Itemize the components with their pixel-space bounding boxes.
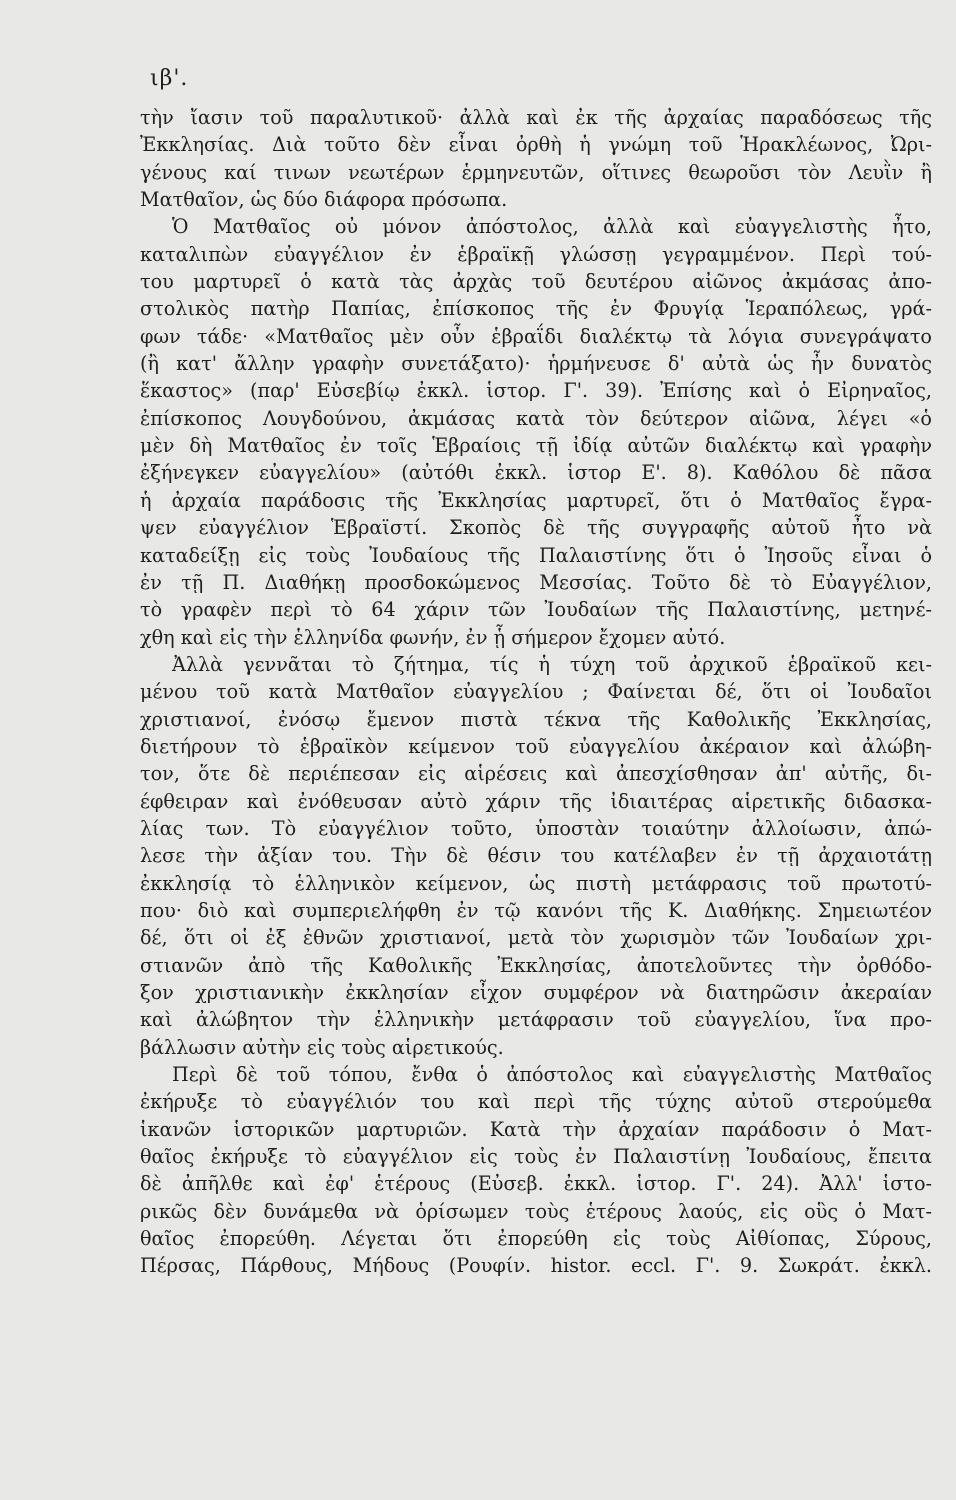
text-line: ξον χριστιανικὴν ἐκκλησίαν εἶχον συμφέρον νὰ διατηρῶσιν ἀκεραίαν xyxy=(140,981,932,1004)
text-line: Ὁ Ματθαῖος οὐ μόνον ἀπόστολος, ἀλλὰ καὶ εὐαγγελιστὴς ἦτο, xyxy=(172,215,932,239)
text-line: ψεν εὐαγγέλιον Ἑβραϊστί. Σκοπὸς δὲ τῆς συγγραφῆς αὐτοῦ ἦτο νὰ xyxy=(140,516,932,540)
text-line: ἐν τῇ Π. Διαθήκῃ προσδοκώμενος Μεσσίας. Τοῦτο δὲ τὸ Εὐαγγέλιον, xyxy=(140,570,932,594)
text-line: ἐξήνεγκεν εὐαγγελίου» (αὐτόθι ἐκκλ. ἱστορ Ε'. 8). Καθόλου δὲ πᾶσα xyxy=(140,461,932,485)
text-line: ἐπίσκοπος Λουγδούνου, ἀκμάσας κατὰ τὸν δεύτερον αἰῶνα, λέγει «ὁ xyxy=(140,406,932,430)
text-line: τὴν ἴασιν τοῦ παραλυτικοῦ· ἀλλὰ καὶ ἐκ τῆς ἀρχαίας παραδόσεως τῆς xyxy=(140,106,932,129)
text-line: Ἐκκλησίας. Διὰ τοῦτο δὲν εἶναι ὀρθὴ ἡ γνώμη τοῦ Ἡρακλέωνος, Ὠρι- xyxy=(140,133,932,157)
text-line: Περὶ δὲ τοῦ τόπου, ἔνθα ὁ ἀπόστολος καὶ εὐαγγελιστὴς Ματθαῖος xyxy=(172,1063,932,1087)
text-line: έφθειραν καὶ ἐνόθευσαν αὐτὸ χάριν τῆς ἰδιαιτέρας αἱρετικῆς διδασκα- xyxy=(140,789,932,813)
text-line: γένους καί τινων νεωτέρων ἑρμηνευτῶν, οἵτινες θεωροῦσι τὸν Λευῒν ἢ xyxy=(140,160,932,184)
text-line: ἱκανῶν ἱστορικῶν μαρτυριῶν. Κατὰ τὴν ἀρχαίαν παράδοσιν ὁ Ματ- xyxy=(140,1117,932,1141)
text-line: χριστιανοί, ἐνόσῳ ἔμενον πιστὰ τέκνα τῆς Καθολικῆς Ἐκκλησίας, xyxy=(140,707,932,731)
text-line: ἐκήρυξε τὸ εὐαγγέλιόν του καὶ περὶ τῆς τύχης αὐτοῦ στερούμεθα xyxy=(140,1090,932,1114)
text-line: Ἀλλὰ γεννᾶται τὸ ζήτημα, τίς ἡ τύχη τοῦ ἀρχικοῦ ἑβραϊκοῦ κει- xyxy=(172,652,932,676)
text-line: στιανῶν ἀπὸ τῆς Καθολικῆς Ἐκκλησίας, ἀποτελοῦντες τὴν ὀρθόδο- xyxy=(140,953,932,977)
text-line: του μαρτυρεῖ ὁ κατὰ τὰς ἀρχὰς τοῦ δευτέρου αἰῶνος ἀκμάσας ἀπο- xyxy=(140,270,932,294)
page-number: ιβ'. xyxy=(150,66,189,91)
text-line: δέ, ὅτι οἱ ἐξ ἐθνῶν χριστιανοί, μετὰ τὸν χωρισμὸν τῶν Ἰουδαίων χρι- xyxy=(140,926,932,950)
text-line: τὸ γραφὲν περὶ τὸ 64 χάριν τῶν Ἰουδαίων τῆς Παλαιστίνης, μετηνέ- xyxy=(140,598,932,622)
text-line: θαῖος ἐκήρυξε τὸ εὐαγγέλιον εἰς τοὺς ἐν Παλαιστίνῃ Ἰουδαίους, ἔπειτα xyxy=(140,1145,932,1169)
text-line: ἐκκλησίᾳ τὸ ἑλληνικὸν κείμενον, ὡς πιστὴ μετάφρασις τοῦ πρωτοτύ- xyxy=(140,871,932,895)
text-line: θαῖος ἐπορεύθη. Λέγεται ὅτι ἐπορεύθη εἰς τοὺς Αἰθίοπας, Σύρους, xyxy=(140,1227,932,1251)
text-line: λίας των. Τὸ εὐαγγέλιον τοῦτο, ὑποστὰν τοιαύτην ἀλλοίωσιν, ἀπώ- xyxy=(140,816,932,840)
text-line: Ματθαῖον, ὡς δύο διάφορα πρόσωπα. xyxy=(140,188,508,212)
text-line: (ἢ κατ' ἄλλην γραφὴν συνετάξατο)· ἡρμήνευσε δ' αὐτὰ ὡς ἦν δυνατὸς xyxy=(140,352,932,376)
text-line: που· διὸ καὶ συμπεριελήφθη ἐν τῷ κανόνι τῆς Κ. Διαθήκης. Σημειωτέον xyxy=(140,898,932,922)
text-line: λεσε τὴν ἀξίαν του. Τὴν δὲ θέσιν του κατέλαβεν ἐν τῇ ἀρχαιοτάτῃ xyxy=(140,844,932,868)
text-line: χθη καὶ εἰς τὴν ἑλληνίδα φωνήν, ἐν ᾗ σήμερον ἔχομεν αὐτό. xyxy=(140,625,726,649)
text-line: φων τάδε· «Ματθαῖος μὲν οὖν ἑβραΐδι διαλέκτῳ τὰ λόγια συνεγράψατο xyxy=(140,324,932,348)
text-line: στολικὸς πατὴρ Παπίας, ἐπίσκοπος τῆς ἐν Φρυγίᾳ Ἱεραπόλεως, γρά- xyxy=(140,297,932,321)
text-line: ἕκαστος» (παρ' Εὐσεβίῳ ἐκκλ. ἱστορ. Γ'. 39). Ἐπίσης καὶ ὁ Εἰρηναῖος, xyxy=(140,379,932,403)
text-line: διετήρουν τὸ ἑβραϊκὸν κείμενον τοῦ εὐαγγελίου ἀκέραιον καὶ ἀλώβη- xyxy=(140,734,932,758)
text-line: μὲν δὴ Ματθαῖος ἐν τοῖς Ἑβραίοις τῇ ἰδίᾳ αὐτῶν διαλέκτῳ καὶ γραφὴν xyxy=(140,434,932,458)
text-line: καὶ ἀλώβητον τὴν ἑλληνικὴν μετάφρασιν τοῦ εὐαγγελίου, ἵνα προ- xyxy=(140,1008,932,1032)
text-line: καταλιπὼν εὐαγγέλιον ἐν ἑβραϊκῇ γλώσσῃ γεγραμμένον. Περὶ τού- xyxy=(140,242,932,266)
text-line: βάλλωσιν αὐτὴν εἰς τοὺς αἱρετικούς. xyxy=(140,1035,504,1059)
text-line: Πέρσας, Πάρθους, Μήδους (Ρουφίν. histor. eccl. Γ'. 9. Σωκράτ. ἐκκλ. xyxy=(140,1254,932,1278)
text-line: ἡ ἀρχαία παράδοσις τῆς Ἐκκλησίας μαρτυρεῖ, ὅτι ὁ Ματθαῖος ἔγρα- xyxy=(140,488,932,512)
text-line: μένου τοῦ κατὰ Ματθαῖον εὐαγγελίου ; Φαίνεται δέ, ὅτι οἱ Ἰουδαῖοι xyxy=(140,680,932,704)
text-line: ρικῶς δὲν δυνάμεθα νὰ ὁρίσωμεν τοὺς ἑτέρους λαούς, εἰς οὓς ὁ Ματ- xyxy=(140,1199,932,1223)
body-text xyxy=(140,104,932,1280)
text-line: τον, ὅτε δὲ περιέπεσαν εἰς αἱρέσεις καὶ ἀπεσχίσθησαν ἀπ' αὐτῆς, δι- xyxy=(140,762,932,786)
text-line: καταδείξῃ εἰς τοὺς Ἰουδαίους τῆς Παλαιστίνης ὅτι ὁ Ἰησοῦς εἶναι ὁ xyxy=(140,543,932,567)
text-line: δὲ ἀπῆλθε καὶ ἐφ' ἑτέρους (Εὐσεβ. ἐκκλ. ἱστορ. Γ'. 24). Ἀλλ' ἱστο- xyxy=(140,1172,932,1196)
